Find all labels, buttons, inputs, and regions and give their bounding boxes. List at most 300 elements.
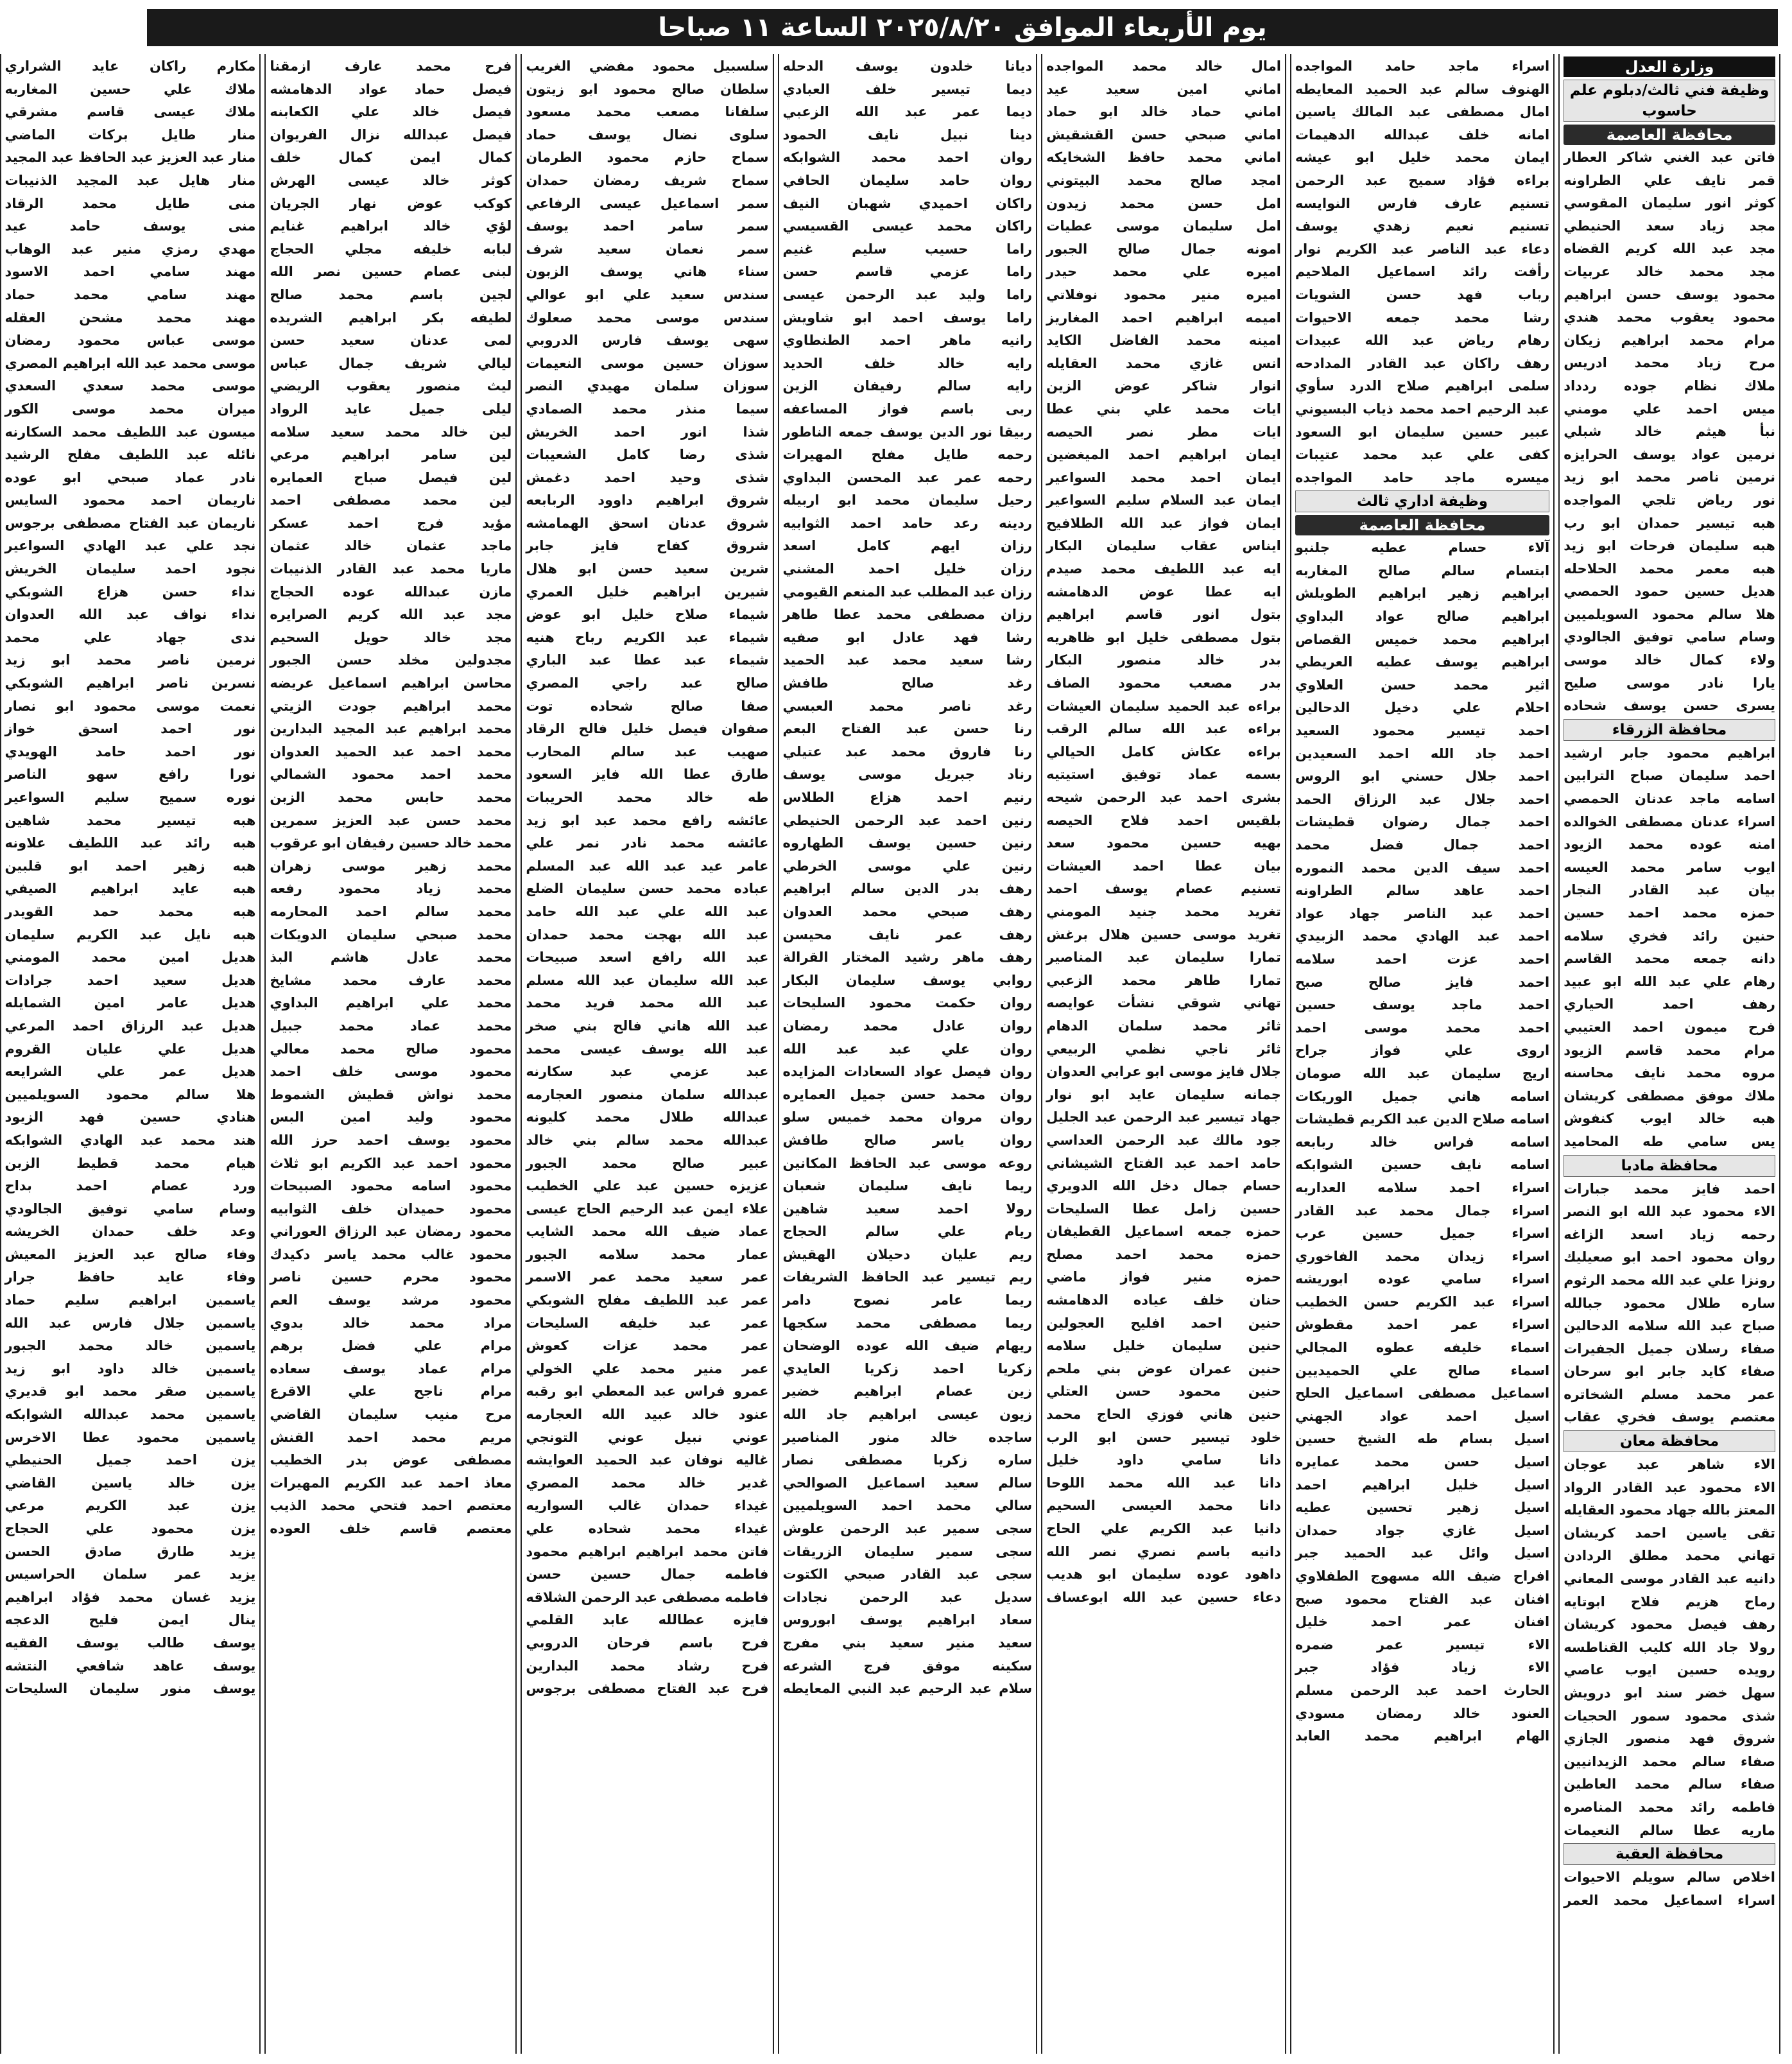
list-item: فاطمه رائد محمد المناصره [1564, 1799, 1775, 1815]
list-item: راما عزمي قاسم حسن [782, 264, 1033, 280]
list-item: الاء محمود عبد الله ابو النصر [1564, 1204, 1775, 1220]
list-item: صفاء كايد جابر ابو سرحان [1564, 1364, 1775, 1380]
list-item: ميسون عبد اللطيف محمد السكارنه [4, 424, 256, 440]
list-item: منار طايل بركات الماضي [4, 126, 256, 143]
list-item: يارا نادر موسى صليح [1564, 675, 1775, 691]
list-item: نور احمد حامد الهويدي [4, 743, 256, 759]
list-item: ريهام ضيف الله عوده الوضحان [782, 1338, 1033, 1354]
list-item: امونه جمال صالح الجبور [1046, 241, 1281, 257]
list-item: رهف احمد الحياري [1564, 996, 1775, 1012]
list-item: محمد عارف محمد مشايخ [270, 972, 512, 988]
list-item: عبد الله بهجت محمد حمدان [526, 926, 769, 942]
list-item: سكينه موفق فرج الشرعه [782, 1658, 1033, 1674]
list-item: عبد الله يوسف عيسى محمد [526, 1041, 769, 1057]
list-item: صهيب عبد سالم المحارب [526, 743, 769, 759]
list-item: رنين علي موسى الخرطي [782, 858, 1033, 874]
list-item: ديما تيسير خلف العبادي [782, 81, 1033, 97]
list-item: عبدالله طلال محمد كليونه [526, 1109, 769, 1125]
list-item: محمد حسن عبد العزيز سمرين [270, 812, 512, 828]
list-item: نداء نواف عبد الله العدوان [4, 607, 256, 623]
list-item: مجد عبد الله كريم القضاه [1564, 241, 1775, 257]
list-item: حمزه منير فواز ماضي [1046, 1269, 1281, 1285]
list-item: افنان عبد الفتاح محمود صبح [1295, 1591, 1550, 1607]
list-item: روان حامد سليمان الحافي [782, 172, 1033, 188]
list-item: ثائر ناجي نظمي الربيعي [1046, 1041, 1281, 1057]
list-item: رناد جبريل موسى يوسف [782, 767, 1033, 783]
list-item: ليث منصور يعقوب الريضي [270, 378, 512, 394]
list-item: هديل علي عليان القروم [4, 1041, 256, 1057]
list-item: افنان عمر احمد خليل [1295, 1614, 1550, 1630]
list-item: كوكب عوض نهار الجريان [270, 195, 512, 211]
list-item: ميران محمد موسى الكور [4, 401, 256, 417]
list-item: سماح حازم محمود الطرمان [526, 150, 769, 166]
list-item: زكريا احمد زكريا العايدي [782, 1360, 1033, 1376]
list-item: معتصم يوسف فخري عقاب [1564, 1409, 1775, 1425]
list-item: رهف بدر الدين سالم ابراهيم [782, 881, 1033, 897]
list-item: ماريا محمد عبد القادر الذنيبات [270, 561, 512, 577]
list-item: يزن احمد جميل الحنيطي [4, 1452, 256, 1468]
list-item: غيداء حمدان غالب السواريه [526, 1498, 769, 1514]
list-item: مجد خالد حويل السحيم [270, 629, 512, 645]
list-item: موسى عباس محمود رمضان [4, 333, 256, 349]
list-item: الحارث احمد عبد الرحمن مسلم [1295, 1682, 1550, 1698]
list-item: رحيل سليمان محمد ابو اربيله [782, 492, 1033, 508]
list-item: محمد حابس محمد الزبن [270, 790, 512, 805]
list-item: لبابه خليفه مجلي الحجاج [270, 241, 512, 257]
list-item: مهدي رمزي منير عبد الوهاب [4, 241, 256, 257]
name-list [783, 55, 1033, 1701]
list-item: طارق عطا الله فايز السعود [526, 767, 769, 783]
list-item: رهف راكان عبد القادر المدادحه [1295, 355, 1550, 371]
list-item: سجى عبد القادر صبحي الكتوت [782, 1566, 1033, 1583]
list-item: ساره زكريا مصطفى نصار [782, 1452, 1033, 1468]
list-item: راكان احميدي شهبان النيف [782, 195, 1033, 211]
list-item: رنا حسن عبد الفتاح البعم [782, 721, 1033, 737]
list-item: اميره علي محمد حيدر [1046, 264, 1281, 280]
list-item: ياسمين جلال فارس عبد الله [4, 1315, 256, 1331]
list-item: شروق كفاح فايز جابر [526, 538, 769, 554]
list-item: ربيقا نور الدين يوسف جمعه الناطور [782, 424, 1033, 440]
list-item: روان مروان محمد خميس سلو [782, 1109, 1033, 1125]
list-item: نوره سميح سليم السواعير [4, 790, 256, 805]
list-item: احمد عزت احمد سلامه [1295, 951, 1550, 967]
list-item: سوزان سلمان مهيدي النصر [526, 378, 769, 394]
list-item: امجد صالح محمد البيتوني [1046, 172, 1281, 188]
list-item: يس سامي طه المحاميد [1564, 1133, 1775, 1149]
list-item: رغد ناصر محمد العبسي [782, 698, 1033, 714]
headline-banner: يوم الأربعاء الموافق ٢٠٢٥/٨/٢٠ الساعة ١١ صباحا [147, 9, 1778, 46]
list-item: ياسمين محمد عبدالله الشوابكه [4, 1407, 256, 1423]
list-item: راما يوسف احمد ابو شاويش [782, 309, 1033, 325]
list-item: براءه عبد الحميد سليمان العيشات [1046, 698, 1281, 714]
list-item: ربى باسم فواز المساعفه [782, 401, 1033, 417]
list-item: اسامه هاني جميل الوريكات [1295, 1088, 1550, 1104]
list-item: عبد عزمي عبد سكارنه [526, 1064, 769, 1080]
list-item: سديل عبد الرحمن نجادات [782, 1589, 1033, 1605]
list-item: حنين رائد فخري سلامه [1564, 928, 1775, 944]
list-item: احمد ماجد يوسف حسين [1295, 997, 1550, 1013]
list-item: اريج سليمان عبد الله صومان [1295, 1065, 1550, 1081]
list-item: عامر عيد عبد الله عبد المسلم [526, 858, 769, 874]
governorate-heading-capital-2: محافظة العاصمة [1295, 515, 1549, 535]
list-item: منار هايل عبد المجيد الذنيبات [4, 172, 256, 188]
list-item: ديانا خلدون يوسف الدحله [782, 58, 1033, 74]
list-item: مجدولين مخلد حسن الجبور [270, 652, 512, 668]
list-item: رشا سعيد محمد عبد الحميد [782, 652, 1033, 668]
list-item: محمد زهير موسى زهران [270, 858, 512, 874]
list-item: تغريد موسى حسين هلال برغش [1046, 926, 1281, 942]
list-item: رهام رياض عبد الله عبيدات [1295, 333, 1550, 349]
list-item: فيصل خالد علي الكعابنه [270, 104, 512, 120]
list-item: محمود محرم حسين ناصر [270, 1269, 512, 1285]
list-item: شذى وحيد احمد دغمش [526, 469, 769, 485]
list-item: عبد الله سليمان عبد الله مسلم [526, 972, 769, 988]
column-6 [264, 54, 517, 2054]
list-item: امنه عوده محمد الزيود [1564, 837, 1775, 853]
list-item: يزيد عمر سلمان الحراسيس [4, 1566, 256, 1583]
list-item: رنين حسين يوسف الطهاروه [782, 835, 1033, 851]
list-item: ساجده خالد منور المناصير [782, 1429, 1033, 1445]
list-item: رشا فهد عادل ابو صفيه [782, 629, 1033, 645]
list-item: سمر اسماعيل عيسى الرفاعي [526, 195, 769, 211]
list-item: مرام عماد يوسف سعاده [270, 1360, 512, 1376]
list-item: افراح ضيف الله مسهوج الطفلاوي [1295, 1568, 1550, 1584]
list-item: ثائر محمد سلمان الدهام [1046, 1018, 1281, 1034]
list-item: اروى علي فواز جراح [1295, 1043, 1550, 1059]
list-item: روان محمود احمد ابو صعيليك [1564, 1249, 1775, 1265]
list-item: سندس موسى محمد صعلوك [526, 309, 769, 325]
list-item: دعاء حسين عبد الله ابوعساف [1046, 1589, 1281, 1605]
list-item: سجى سمير سليمان الزريقات [782, 1543, 1033, 1559]
list-item: بدر مصعب محمود الصاف [1046, 675, 1281, 691]
list-item: ياسمين خالد محمد الجبور [4, 1338, 256, 1354]
list-item: هديل سعيد احمد جرادات [4, 972, 256, 988]
list-item: ايات مطر نصر الحيصه [1046, 424, 1281, 440]
list-item: اسراء اسماعيل محمد العمر [1564, 1892, 1775, 1908]
list-item: مجد عبد الله كريم الصرايره [270, 607, 512, 623]
list-item: فرح عبد الفتاح مصطفى برجوس [526, 1681, 769, 1697]
list-item: مازن عبدالله عوده الحجاج [270, 584, 512, 600]
list-item: ابراهيم صالح عواد البداوي [1295, 609, 1550, 625]
list-item: تغريد محمد جنيد المومني [1046, 903, 1281, 919]
list-item: سلسبيل محمود مفضي الغريب [526, 58, 769, 74]
list-item: روعه موسى عبد الحافظ المكانين [782, 1155, 1033, 1171]
name-list [5, 55, 256, 1701]
list-item: طه خالد محمد الحريبات [526, 790, 769, 805]
list-item: هلا سالم محمود السويلميين [1564, 606, 1775, 622]
list-item: محمود وليد امين البس [270, 1109, 512, 1125]
list-item: محمد سالم احمد المحارمه [270, 903, 512, 919]
list-item: معاذ احمد عبد الكريم المهيرات [270, 1475, 512, 1491]
list-item: غاليه نوفان عبد الحميد العوايشه [526, 1452, 769, 1468]
list-item: روان محمد حسن جميل العمايره [782, 1086, 1033, 1102]
list-item: حنين سليمان خليل سلامه [1046, 1338, 1281, 1354]
list-item: بتول انور قاسم ابراهيم [1046, 607, 1281, 623]
list-item: احمد جلال عبد الرزاق الحمد [1295, 791, 1550, 807]
list-item: بشرى احمد عبد الرحمن شيحه [1046, 790, 1281, 805]
list-item: رزان مصطفى محمد عطا طاهر [782, 607, 1033, 623]
list-item: امال خالد محمد المواجده [1046, 58, 1281, 74]
list-item: ابراهيم زهير ابراهيم الطويلش [1295, 585, 1550, 602]
list-item: سلطان صالح محمود ابو زيتون [526, 81, 769, 97]
list-item: رايه سالم رفيفان الزين [782, 378, 1033, 394]
list-item: حمزه جمعه اسماعيل القطيفان [1046, 1224, 1281, 1240]
list-item: محمود احمد عبد الكريم ابو ثلاث [270, 1155, 512, 1171]
list-item: رهف فيصل محمود كريشان [1564, 1617, 1775, 1633]
list-item: محمود حميدان خلف الثوابيه [270, 1201, 512, 1217]
list-item: العنود خالد رمضان مسودي [1295, 1705, 1550, 1721]
names-columns [4, 54, 1780, 2054]
list-item: نادر عماد صبحي ابو عوده [4, 469, 256, 485]
list-item: يزن محمود علي الحجاج [4, 1521, 256, 1536]
list-item: كوثر خالد عيسى الهرش [270, 172, 512, 188]
list-item: رونزا علي عبد الله محمد الرثوم [1564, 1272, 1775, 1288]
list-item: ديما عمر عبد الله الزعبي [782, 104, 1033, 120]
list-item: سالي محمد احمد السويلميين [782, 1498, 1033, 1514]
name-list [1564, 742, 1775, 1154]
list-item: تمارا سليمان عبد المناصير [1046, 950, 1281, 966]
list-item: ياسمين خالد داود ابو زيد [4, 1360, 256, 1376]
list-item: زيون عيسى ابراهيم جاد الله [782, 1407, 1033, 1423]
list-item: احمد جمال فضل محمد [1295, 837, 1550, 853]
list-item: محمد صبحي سليمان الدويكات [270, 926, 512, 942]
list-item: دينا نبيل نايف الحمود [782, 126, 1033, 143]
list-item: هديل عمر علي الشرايعه [4, 1064, 256, 1080]
list-item: الاء محمود عبد القادر الرواد [1564, 1479, 1775, 1495]
list-item: فرح محمد عارف ازمقنا [270, 58, 512, 74]
list-item: الهنوف سالم عبد الحميد المعايطه [1295, 81, 1550, 97]
list-item: رزان خليل احمد المشني [782, 561, 1033, 577]
name-list [1564, 1866, 1775, 1912]
list-item: ريما مصطفى محمد سكجها [782, 1315, 1033, 1331]
list-item: آلاء حسام عطيه جلنبو [1295, 540, 1550, 556]
list-item: موسى محمد سعدي السعدي [4, 378, 256, 394]
list-item: عبير صالح محمد الجبور [526, 1155, 769, 1171]
list-item: انوار شاكر عوض الزين [1046, 378, 1281, 394]
list-item: نداء حسن هزاع الشوبكي [4, 584, 256, 600]
list-item: ايه عطا عوض الدهامشه [1046, 584, 1281, 600]
list-item: احمد جلال حسني ابو الروس [1295, 768, 1550, 785]
list-item: هبه سليمان فرحات ابو زيد [1564, 538, 1775, 554]
column-3 [1041, 54, 1286, 2054]
list-item: اميمه ابراهيم احمد المغاريز [1046, 309, 1281, 325]
list-item: نرمين ناصر محمد ابو زيد [4, 652, 256, 668]
list-item: شيماء صلاح خليل ابو عوض [526, 607, 769, 623]
newspaper-page [4, 0, 1792, 2064]
list-item: محمود يوسف حسن ابراهيم [1564, 286, 1775, 302]
list-item: روان عادل محمد رمضان [782, 1018, 1033, 1034]
list-item: احمد فايز محمد جبارات [1564, 1181, 1775, 1197]
list-item: رهام علي عبد الله ابو عبيد [1564, 973, 1775, 989]
list-item: اسراء احمد سلامه العداربه [1295, 1179, 1550, 1195]
list-item: ورد عصام احمد بداح [4, 1178, 256, 1194]
list-item: شذى محمود سمور الحجيات [1564, 1708, 1775, 1724]
list-item: اميره منير محمود نوفلاتي [1046, 286, 1281, 302]
list-item: اسيل بسام طه الشيخ حسين [1295, 1431, 1550, 1447]
list-item: راما وليد عبد الرحمن عيسى [782, 286, 1033, 302]
list-item: بسمه عماد توفيق استيتيه [1046, 767, 1281, 783]
list-item: تسنيم عارف فارس النوايسه [1295, 195, 1550, 211]
list-item: تهاني شوقي نشأت عوايصه [1046, 995, 1281, 1011]
list-item: عمر محمد مسلم الشخاتره [1564, 1386, 1775, 1402]
list-item: لمى عدنان سعيد حسن [270, 333, 512, 349]
list-item: مكارم راكان عايد الشراري [4, 58, 256, 74]
list-item: تمارا طاهر محمد الزعبي [1046, 972, 1281, 988]
column-5 [521, 54, 773, 2054]
list-item: محمود موسى خلف احمد [270, 1064, 512, 1080]
list-item: احمد جمال رضوان قطيشات [1295, 814, 1550, 830]
list-item: اخلاص سالم سويلم الاحيوات [1564, 1869, 1775, 1886]
list-item: امال مصطفى عبد المالك ياسين [1295, 104, 1550, 120]
list-item: احمد عاهد سالم الطراونه [1295, 883, 1550, 899]
list-item: احمد سليمان صباح الترابين [1564, 768, 1775, 784]
list-item: يوسف منور سليمان السليحات [4, 1681, 256, 1697]
list-item: سماح شريف رمضان حمدان [526, 172, 769, 188]
list-item: رويده حسين ايوب عاصي [1564, 1662, 1775, 1678]
list-item: رأفت رائد اسماعيل الملاحيم [1295, 264, 1550, 280]
list-item: اسيل خليل ابراهيم احمد [1295, 1477, 1550, 1493]
list-item: رشا محمد جمعه الاحيوات [1295, 309, 1550, 325]
list-item: عوني نبيل عوني التونجي [526, 1429, 769, 1445]
list-item: الاء زياد فؤاد جبر [1295, 1660, 1550, 1676]
list-item: فايزه عطالله عابد القلمي [526, 1612, 769, 1628]
list-item: امل حسن محمد زيدون [1046, 195, 1281, 211]
list-item: هلا سالم محمود السويلميين [4, 1086, 256, 1102]
list-item: شروق ابراهيم داوود الربابعه [526, 492, 769, 508]
list-item: ليالي شريف جمال عباس [270, 355, 512, 371]
list-item: عائشه محمد نادر نمر علي [526, 835, 769, 851]
list-item: اماني صبحي حسن القشقيش [1046, 126, 1281, 143]
list-item: كمال ايمن كمال خلف [270, 150, 512, 166]
list-item: مجد محمد خالد عربيات [1564, 263, 1775, 279]
list-item: فاطمه مصطفى عبد الرحمن الشلاقه [526, 1589, 769, 1605]
list-item: احمد عبد الناصر جهاد عواد [1295, 905, 1550, 921]
list-item: رزان ايهم كامل اسعد [782, 538, 1033, 554]
list-item: نسرين ناصر ابراهيم الشوبكي [4, 675, 256, 691]
list-item: ليلى جميل عايد الرواد [270, 401, 512, 417]
list-item: وسام سامي توفيق الجالودي [4, 1201, 256, 1217]
job-heading-technician: وظيفة فني ثالث/دبلوم علم حاسوب [1564, 80, 1775, 122]
list-item: فاتن محمد ابراهيم ابراهيم محمود [526, 1543, 769, 1559]
list-item: عبير حسين سليمان ابو السعود [1295, 424, 1550, 440]
list-item: هبه تيسير محمد شاهين [4, 812, 256, 828]
list-item: رنيم احمد هزاع الطلاس [782, 790, 1033, 805]
governorate-heading-zarqa: محافظة الزرقاء [1564, 719, 1775, 741]
list-item: شروق عدنان اسحق الهمامشه [526, 515, 769, 531]
list-item: حمزه محمد احمد حسين [1564, 905, 1775, 921]
list-item: اسماء صالح علي الحميديين [1295, 1362, 1550, 1378]
list-item: مهند سامي احمد الاسود [4, 264, 256, 280]
list-item: محمد خالد حسين رفيفان ابو عرقوب [270, 835, 512, 851]
list-item: صالح عبد راجي المصري [526, 675, 769, 691]
list-item: رانيه ماهر احمد الطنطاوي [782, 333, 1033, 349]
list-item: ريم عليان دحيلان الهقيش [782, 1246, 1033, 1262]
list-item: المعتز بالله جهاد محمود العقايله [1564, 1502, 1775, 1518]
list-item: سهى يوسف فارس الدروبي [526, 333, 769, 349]
list-item: محمود غالب محمد ياسر دكيدك [270, 1246, 512, 1262]
list-item: هبه تيسير حمدان ابو رب [1564, 515, 1775, 531]
list-item: قمر نايف علي الطراونه [1564, 172, 1775, 188]
list-item: الهام ابراهيم محمد العابد [1295, 1728, 1550, 1744]
list-item: هديل حسين حمود الحمصي [1564, 584, 1775, 600]
name-list [1295, 55, 1549, 489]
list-item: عائشه رافع محمد عبد ابو زيد [526, 812, 769, 828]
list-item: اسامه نايف حسين الشوابكه [1295, 1157, 1550, 1173]
list-item: محمد علي ابراهيم البداوي [270, 995, 512, 1011]
list-item: دانيه باسم نصري نصر الله [1046, 1543, 1281, 1559]
list-item: شذا انور احمد الخريش [526, 424, 769, 440]
list-item: هبه عايد ابراهيم الصيفي [4, 881, 256, 897]
list-item: اسراء عبد الكريم حسن الخطيب [1295, 1294, 1550, 1310]
list-item: صفاء سالم محمد الزيدانيين [1564, 1753, 1775, 1769]
list-item: ينال ايمن فليح الدعجه [4, 1612, 256, 1628]
list-item: شرين سعيد حسن ابو هلال [526, 561, 769, 577]
list-item: ناريمان احمد محمود السايس [4, 492, 256, 508]
list-item: احمد فايز صالح صبح [1295, 974, 1550, 990]
list-item: رايه خالد خلف الحديد [782, 355, 1033, 371]
list-item: سيما منذر محمد الصمادي [526, 401, 769, 417]
list-item: هبه محمد حمد القويدر [4, 903, 256, 919]
list-item: محمود يوسف احمد حرز الله [270, 1132, 512, 1148]
list-item: اسراء زيدان محمد الفاخوري [1295, 1248, 1550, 1264]
list-item: ريما عامر نصوح دامر [782, 1292, 1033, 1308]
column-1 [1558, 54, 1780, 2054]
list-item: ايمان احمد محمد السواعير [1046, 469, 1281, 485]
list-item: ولاء كمال خالد موسى [1564, 652, 1775, 668]
name-list [1564, 1453, 1775, 1842]
list-item: محمد احمد عبد الحميد العدوان [270, 743, 512, 759]
name-list [526, 55, 768, 1701]
column-4 [778, 54, 1038, 2054]
list-item: اسماعيل مصطفى اسماعيل الحلح [1295, 1385, 1550, 1401]
list-item: سمر سامر احمد يوسف [526, 218, 769, 234]
list-item: هنادي حسين فهد الزيود [4, 1109, 256, 1125]
list-item: نعمت موسى محمود ابو نصار [4, 698, 256, 714]
list-item: الاء تيسير عمر ضمره [1295, 1636, 1550, 1652]
list-item: عمر عبد اللطيف مفلح الشوبكي [526, 1292, 769, 1308]
list-item: روان ياسر صالح طافش [782, 1132, 1033, 1148]
list-item: دانيا عبد الكريم علي الحاج [1046, 1521, 1281, 1536]
list-item: روان علي عبد عبد الله [782, 1041, 1033, 1057]
governorate-heading-capital: محافظة العاصمة [1564, 125, 1775, 145]
list-item: داهود عوده سليمان ابو هديب [1046, 1566, 1281, 1583]
list-item: عمار محمد سلامه الجبور [526, 1246, 769, 1262]
list-item: جهاد تيسير عبد الرحمن عبد الجليل [1046, 1109, 1281, 1125]
list-item: اسيل زهير تحسين عطيه [1295, 1500, 1550, 1516]
list-item: لين محمد مصطفى احمد [270, 492, 512, 508]
list-item: مرام ناجح علي الاقرع [270, 1383, 512, 1400]
list-item: وعد خلف حمدان الخريشه [4, 1224, 256, 1240]
list-item: ابراهيم يوسف عطيه العريطي [1295, 654, 1550, 670]
list-item: حسام جمال دخل الله الدويري [1046, 1178, 1281, 1194]
list-item: محمد ابراهيم عبد المجيد البدارين [270, 721, 512, 737]
list-item: رولا جاد الله كليب القناطسه [1564, 1639, 1775, 1655]
list-item: مرح منيب سليمان القاضي [270, 1407, 512, 1423]
list-item: شيماء عبد عطا عبد الباري [526, 652, 769, 668]
list-item: رهف ماهر رشيد المختار القرالة [782, 950, 1033, 966]
list-item: شروق فهد منصور الجازي [1564, 1731, 1775, 1747]
list-item: حنين عمران عوض بني ملحم [1046, 1360, 1281, 1376]
list-item: فرح باسم فرحان الدروبي [526, 1635, 769, 1651]
list-item: ايوب سامر محمد العيسه [1564, 859, 1775, 875]
list-item: بيان عطا احمد العيشات [1046, 858, 1281, 874]
list-item: دانه جمعه محمد القاسم [1564, 951, 1775, 967]
list-item: رحمه عمر عبد المحسن البداوي [782, 469, 1033, 485]
list-item: موسى محمد عبد الله ابراهيم المصري [4, 355, 256, 371]
list-item: عباده محمد حسن سليمان الضلع [526, 881, 769, 897]
list-item: تسنيم نعيم زهدي يوسف [1295, 218, 1550, 234]
list-item: محمد نواش قطيش الشموط [270, 1086, 512, 1102]
